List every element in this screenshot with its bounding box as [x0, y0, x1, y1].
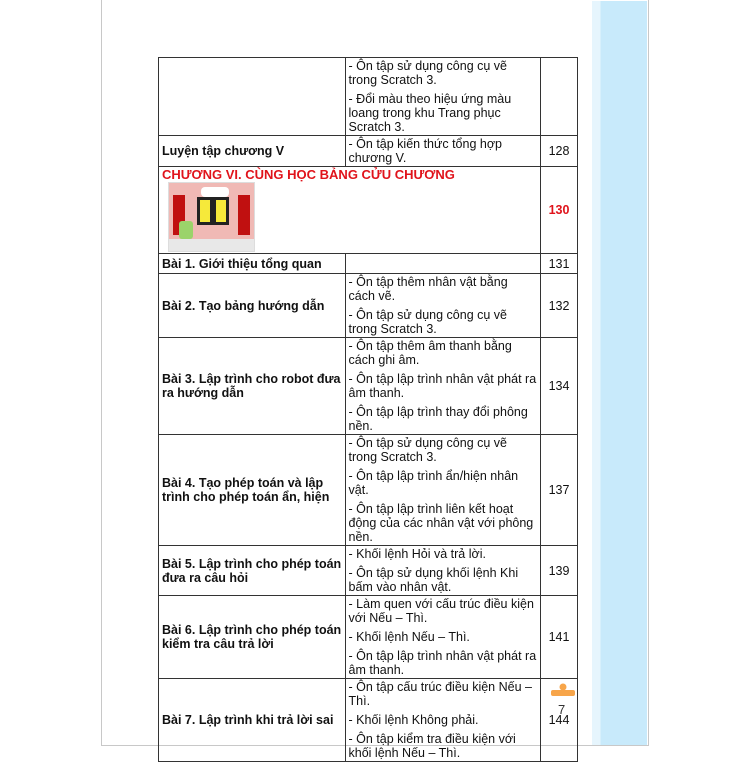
lesson-topics: [345, 546, 540, 596]
topic-item: - Ôn tập sử dụng khối lệnh Khi bấm vào nhân vật.: [348, 566, 519, 594]
page-ref: 137: [541, 435, 578, 546]
lesson-row: [159, 58, 578, 136]
page-ref: 139: [541, 546, 578, 596]
lesson-row: [159, 546, 578, 596]
lesson-title: Bài 5. Lập trình cho phép toán đưa ra câu hỏi: [159, 546, 346, 596]
page-number: 7: [558, 702, 566, 717]
topic-item: - Ôn tập lập trình liên kết hoạt động của các nhân vật với phông nền.: [348, 502, 534, 544]
side-color-strip: [592, 1, 647, 745]
page-ref: 144: [541, 679, 578, 762]
page-ref: 141: [541, 596, 578, 679]
lesson-title: Bài 2. Tạo bảng hướng dẫn: [159, 274, 346, 338]
lesson-row: [159, 338, 578, 435]
topic-item: - Ôn tập thêm nhân vật bằng cách vẽ.: [348, 275, 508, 303]
topic-item: - Ôn tập lập trình ẩn/hiện nhân vật.: [348, 469, 519, 497]
chapter-cell: [159, 167, 541, 254]
chapter-row: [159, 167, 578, 254]
lesson-title: Bài 7. Lập trình khi trả lời sai: [159, 679, 346, 762]
lesson-row: [159, 274, 578, 338]
lesson-topics: [345, 136, 540, 167]
lesson-topics: [345, 679, 540, 762]
lesson-topics: [345, 338, 540, 435]
page-ref: [541, 58, 578, 136]
page-ref: 130: [541, 167, 578, 254]
topic-item: - Đổi màu theo hiệu ứng màu loang trong khu Trang phục Scratch 3.: [348, 92, 512, 134]
topic-item: - Ôn tập sử dụng công cụ vẽ trong Scratch 3.: [348, 59, 507, 87]
lesson-row: [159, 435, 578, 546]
lesson-row: [159, 254, 578, 274]
topic-item: - Khối lệnh Hỏi và trả lời.: [348, 547, 486, 561]
chapter-thumbnail-image: [168, 182, 255, 252]
lesson-topics: [345, 435, 540, 546]
lesson-topics: [345, 254, 540, 274]
topic-item: - Ôn tập kiểm tra điều kiện với khối lệnh Nếu – Thì.: [348, 732, 516, 760]
topic-item: - Ôn tập thêm âm thanh bằng cách ghi âm.: [348, 339, 512, 367]
page-ref: 134: [541, 338, 578, 435]
lesson-title: Bài 1. Giới thiệu tổng quan: [159, 254, 346, 274]
topic-item: - Ôn tập lập trình thay đổi phông nền.: [348, 405, 528, 433]
page-ref: 131: [541, 254, 578, 274]
topic-item: - Khối lệnh Nếu – Thì.: [348, 630, 470, 644]
page-ref: 128: [541, 136, 578, 167]
lesson-title: Bài 4. Tạo phép toán và lập trình cho phép toán ẩn, hiện: [159, 435, 346, 546]
chapter-title: CHƯƠNG VI. CÙNG HỌC BẢNG CỬU CHƯƠNG: [162, 167, 455, 182]
contents-table: [158, 57, 578, 762]
lesson-topics: [345, 596, 540, 679]
topic-item: - Ôn tập lập trình nhân vật phát ra âm thanh.: [348, 649, 537, 677]
lesson-topics: [345, 274, 540, 338]
lesson-title: Bài 3. Lập trình cho robot đưa ra hướng dẫn: [159, 338, 346, 435]
topic-item: - Ôn tập cấu trúc điều kiện Nếu – Thì.: [348, 680, 532, 708]
lesson-row: [159, 136, 578, 167]
lesson-title: Luyện tập chương V: [159, 136, 346, 167]
lesson-topics: [345, 58, 540, 136]
lesson-row: [159, 596, 578, 679]
lesson-title: Bài 6. Lập trình cho phép toán kiểm tra câu trả lời: [159, 596, 346, 679]
topic-item: - Khối lệnh Không phải.: [348, 713, 479, 727]
page-ref: 132: [541, 274, 578, 338]
topic-item: - Ôn tập lập trình nhân vật phát ra âm thanh.: [348, 372, 537, 400]
topic-item: - Ôn tập sử dụng công cụ vẽ trong Scratch 3.: [348, 308, 507, 336]
scratch-cat-logo: [550, 683, 576, 697]
lesson-row: [159, 679, 578, 762]
topic-item: - Ôn tập kiến thức tổng hợp chương V.: [348, 137, 502, 165]
topic-item: - Ôn tập sử dụng công cụ vẽ trong Scratch 3.: [348, 436, 507, 464]
lesson-title: [159, 58, 346, 136]
topic-item: - Làm quen với cấu trúc điều kiện với Nếu – Thì.: [348, 597, 534, 625]
